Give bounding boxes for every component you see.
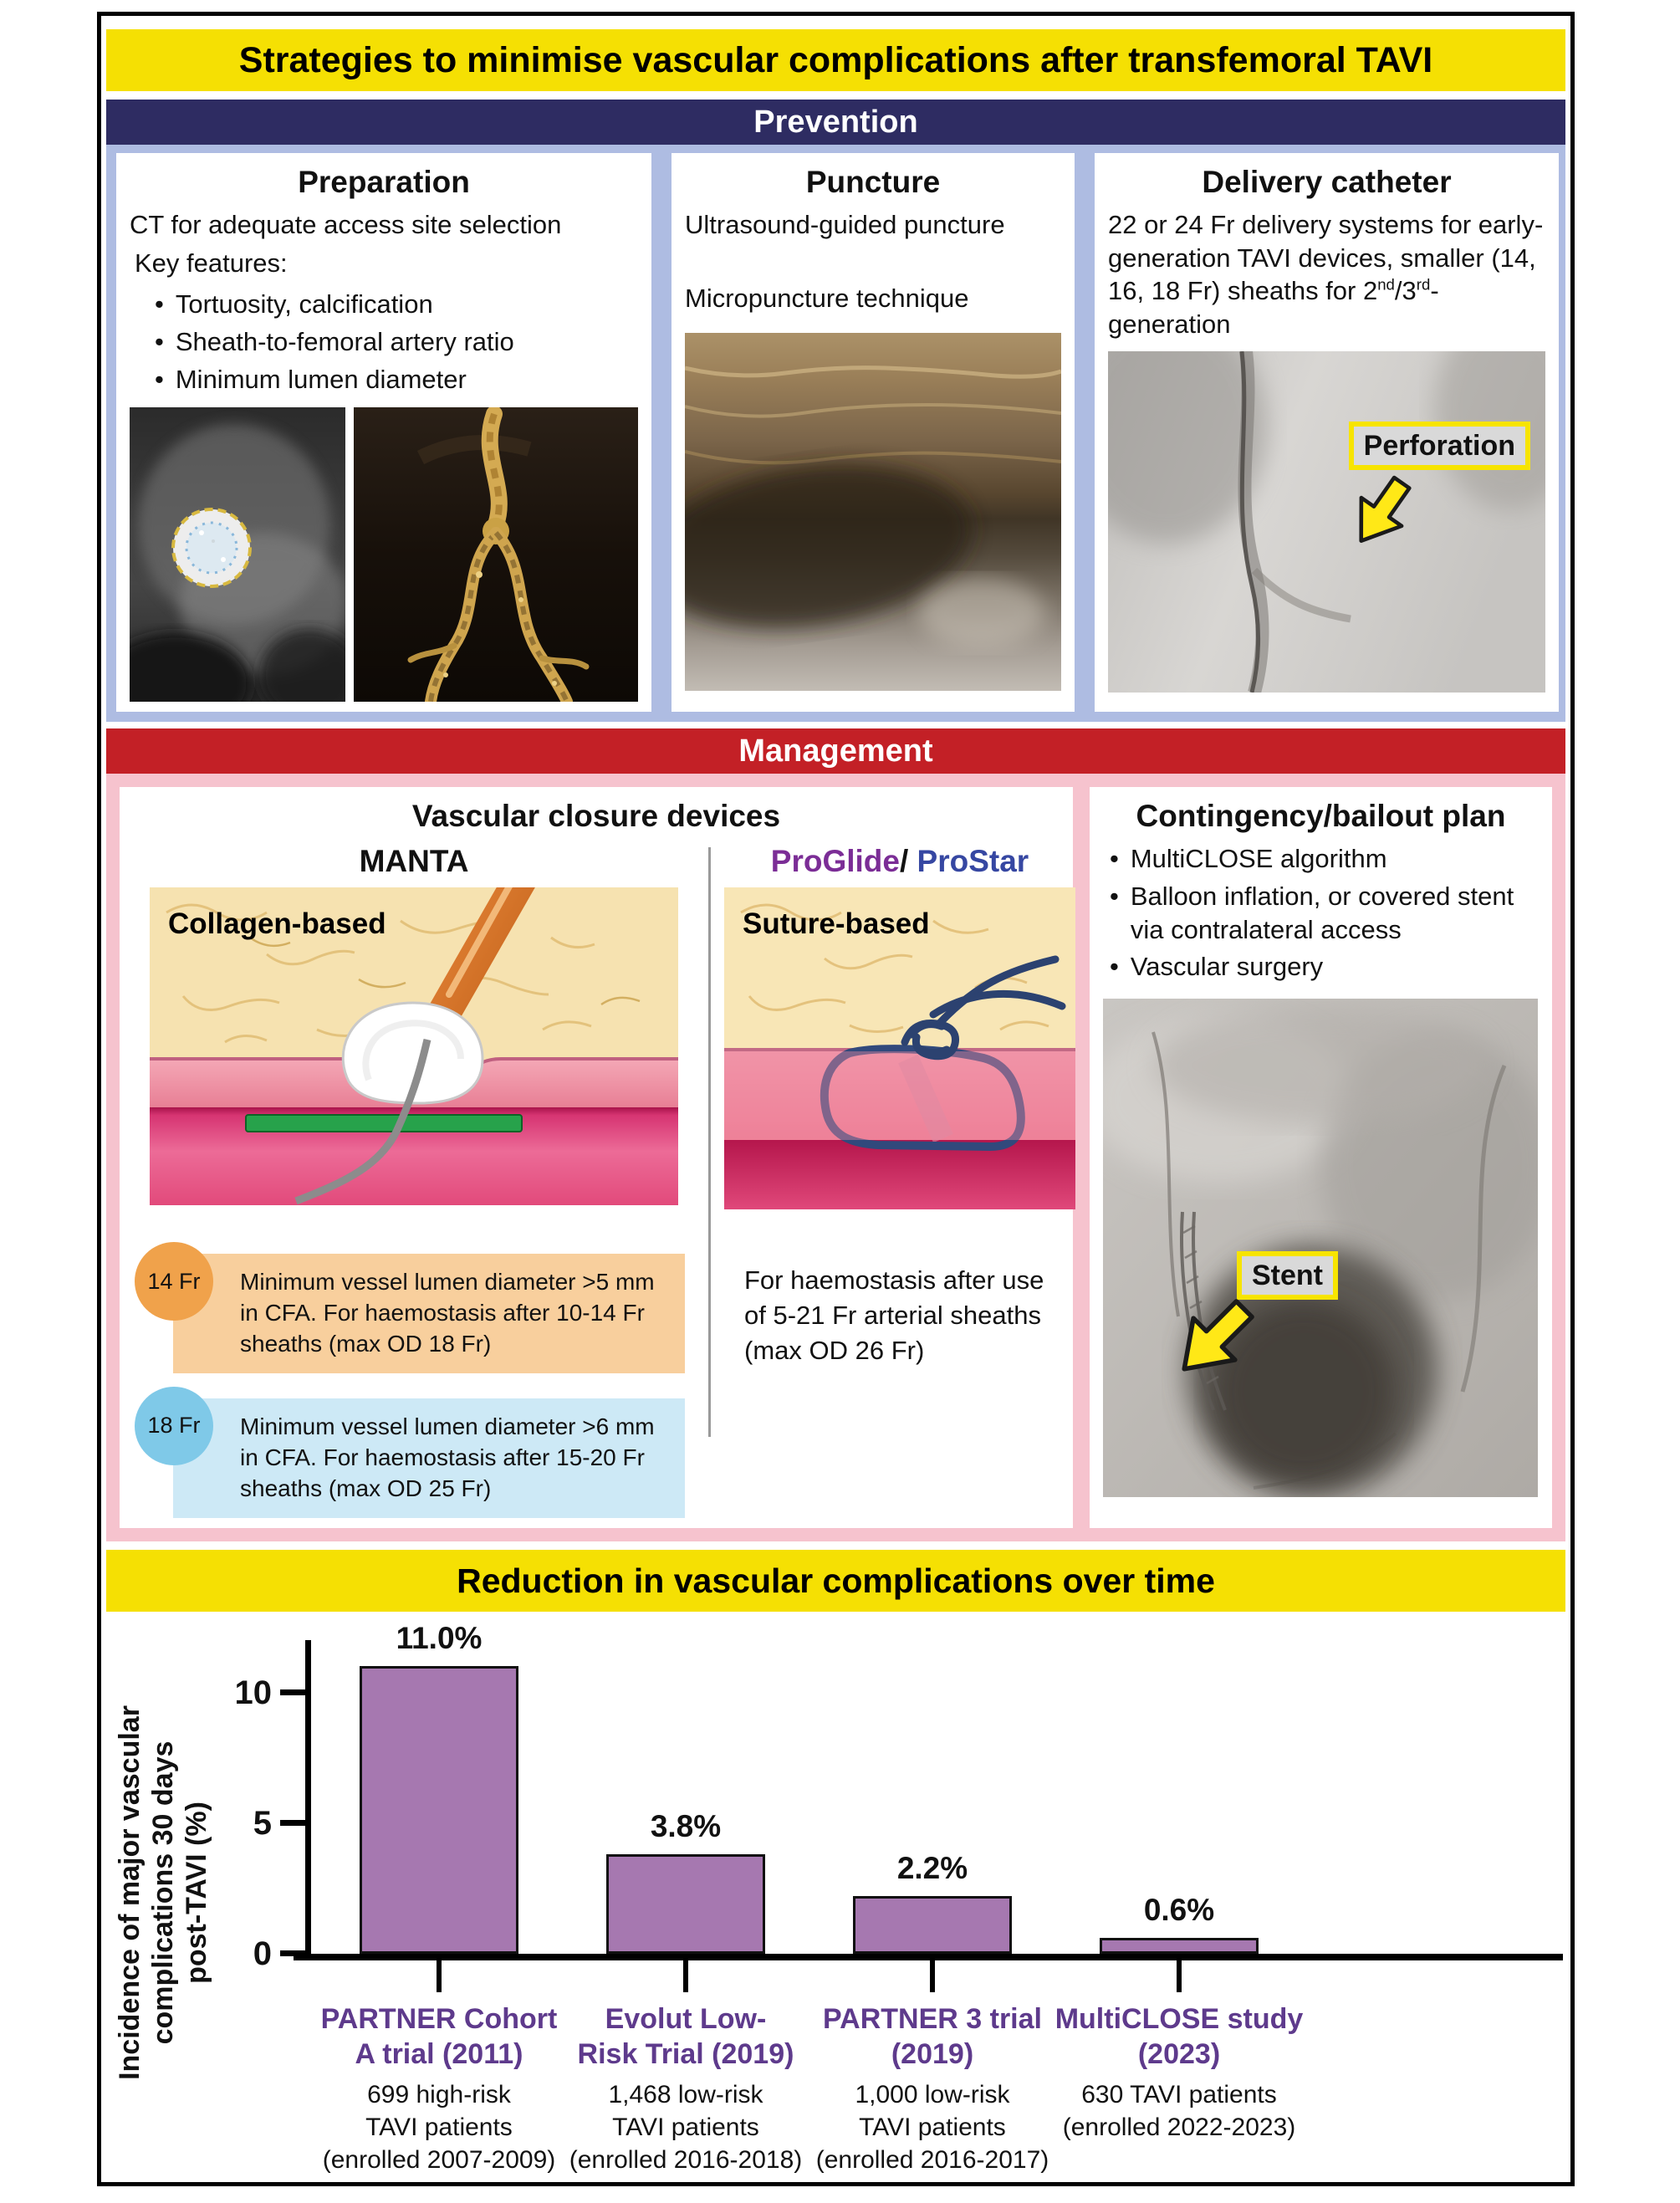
trial-sub-line: 630 TAVI patients [1081,2081,1277,2109]
trial-name-line: (2019) [891,2037,974,2070]
ct-axial-image [130,407,345,702]
bar-value-label: 11.0% [396,1621,483,1656]
chart-bar [360,1666,518,1954]
trial-name-line: MultiCLOSE study [1054,2003,1304,2036]
puncture-line2: Micropuncture technique [685,283,969,313]
suture-type-label: Suture-based [743,907,930,941]
contingency-bullet: • MultiCLOSE algorithm [1110,842,1539,876]
manta-illustration-box [150,887,678,1205]
chart-bar [1100,1938,1259,1954]
preparation-bullets [130,288,638,396]
ct-axial-illustration [130,407,345,702]
manta-column [133,842,695,1518]
x-category-label [802,2002,1063,2176]
proglide-column [724,842,1075,1518]
fr18-text: Minimum vessel lumen diameter >6 mm in CFA. For haemostasis after 15-20 Fr sheaths (max OD 25 Fr) [240,1413,655,1502]
x-tick [437,1955,442,1992]
contingency-bullet: • Vascular surgery [1110,950,1539,984]
puncture-title: Puncture [805,165,941,199]
preparation-card [116,153,651,712]
fr18-panel [147,1398,685,1518]
angiogram-stent-image [1103,999,1538,1497]
management-band [106,774,1565,1541]
trial-name-line: PARTNER Cohort [320,2003,558,2036]
x-tick [930,1955,935,1992]
chart-bar [853,1896,1012,1954]
y-tick-label: 10 [234,1674,272,1711]
x-tick [683,1955,688,1992]
x-category-label [1049,2002,1310,2144]
prevention-header: Prevention [106,100,1565,145]
y-tick-label: 0 [253,1935,272,1973]
trial-sub-line: 1,000 low-risk [855,2081,1010,2109]
bar-value-label: 3.8% [650,1809,722,1844]
trial-sub-line: TAVI patients [365,2114,513,2142]
preparation-images [130,407,638,702]
closure-title: Vascular closure devices [411,799,781,834]
trial-name-line: (2023) [1137,2037,1221,2070]
puncture-line1: Ultrasound-guided puncture [685,210,1005,239]
figure-frame [97,12,1575,2186]
angiogram-illustration [1108,351,1545,693]
trial-sub-line: 699 high-risk [367,2081,511,2109]
fr14-text: Minimum vessel lumen diameter >5 mm in CFA. For haemostasis after 10-14 Fr sheaths (max OD 18 Fr) [240,1269,655,1357]
trial-name-line: Risk Trial (2019) [577,2037,794,2070]
delivery-title: Delivery catheter [1202,165,1452,199]
y-tick-label: 5 [253,1804,272,1842]
proglide-name: ProGlide/ ProStar [770,844,1029,879]
ultrasound-illustration [685,333,1061,691]
trial-name-line: Evolut Low- [605,2003,767,2036]
preparation-bullet: • Minimum lumen diameter [155,363,638,396]
closure-divider [708,847,711,1437]
contingency-bullet: • Balloon inflation, or covered stent via contralateral access [1110,880,1539,946]
delivery-catheter-card [1095,153,1559,712]
perforation-annotation: Perforation [1349,422,1530,470]
chart-section-header: Reduction in vascular complications over time [106,1550,1565,1612]
contingency-title: Contingency/bailout plan [1136,799,1506,834]
preparation-bullet: • Sheath-to-femoral artery ratio [155,325,638,359]
trial-name-line: PARTNER 3 trial [823,2003,1042,2036]
prevention-band [106,145,1565,722]
fr14-panel [147,1254,685,1373]
x-category-label [309,2002,569,2176]
ct-3d-reconstruction-image [354,407,638,702]
suture-illustration-box [724,887,1075,1209]
x-category-label [555,2002,816,2176]
figure-title: Strategies to minimise vascular complications after transfemoral TAVI [106,29,1565,91]
y-tick [280,1950,305,1956]
ultrasound-image [685,333,1061,691]
chart-y-axis-line [305,1640,311,1954]
y-tick [280,1689,305,1695]
chart-x-axis-line [294,1954,1563,1960]
delivery-text: 22 or 24 Fr delivery systems for early-generation TAVI devices, smaller (14, 16, 18 Fr) sheaths for 2nd/3rd-generation [1108,210,1544,340]
trial-sub-line: 1,468 low-risk [608,2081,763,2109]
angiogram-perforation-image [1108,351,1545,693]
preparation-title: Preparation [298,165,470,199]
stent-annotation: Stent [1237,1251,1338,1300]
chart-y-axis-label: Incidence of major vascular complications 30 days post-TAVI (%) [114,1705,213,2080]
stent-xray-illustration [1103,999,1538,1497]
bar-value-label: 0.6% [1143,1893,1215,1928]
bar-value-label: 2.2% [896,1851,968,1886]
management-header: Management [106,728,1565,774]
contingency-bullets [1103,842,1539,984]
fr14-badge: 14 Fr [135,1242,213,1321]
trial-sub-line: (enrolled 2022-2023) [1062,2114,1296,2142]
trial-name-line: A trial (2011) [355,2037,523,2070]
proglide-note: For haemostasis after use of 5-21 Fr arterial sheaths (max OD 26 Fr) [744,1265,1044,1366]
preparation-key-features: Key features: [135,248,288,278]
preparation-bullet: • Tortuosity, calcification [155,288,638,321]
trial-sub-line: (enrolled 2016-2017) [815,2146,1049,2175]
chart-plot [234,1621,1560,2175]
ct-3d-illustration [354,407,638,702]
manta-type-label: Collagen-based [168,907,386,941]
trial-sub-line: (enrolled 2007-2009) [322,2146,556,2175]
chart-bar [606,1854,765,1954]
preparation-intro: CT for adequate access site selection [130,210,562,239]
puncture-card [671,153,1075,712]
closure-columns [133,842,1060,1518]
trial-sub-line: TAVI patients [859,2114,1006,2142]
vascular-closure-card [120,787,1073,1528]
trial-sub-line: (enrolled 2016-2018) [569,2146,803,2175]
y-tick [280,1820,305,1826]
fr18-badge: 18 Fr [135,1387,213,1465]
trial-sub-line: TAVI patients [612,2114,759,2142]
x-tick [1177,1955,1182,1992]
manta-name: MANTA [359,844,469,879]
contingency-card [1090,787,1552,1528]
chart [106,1617,1565,2175]
